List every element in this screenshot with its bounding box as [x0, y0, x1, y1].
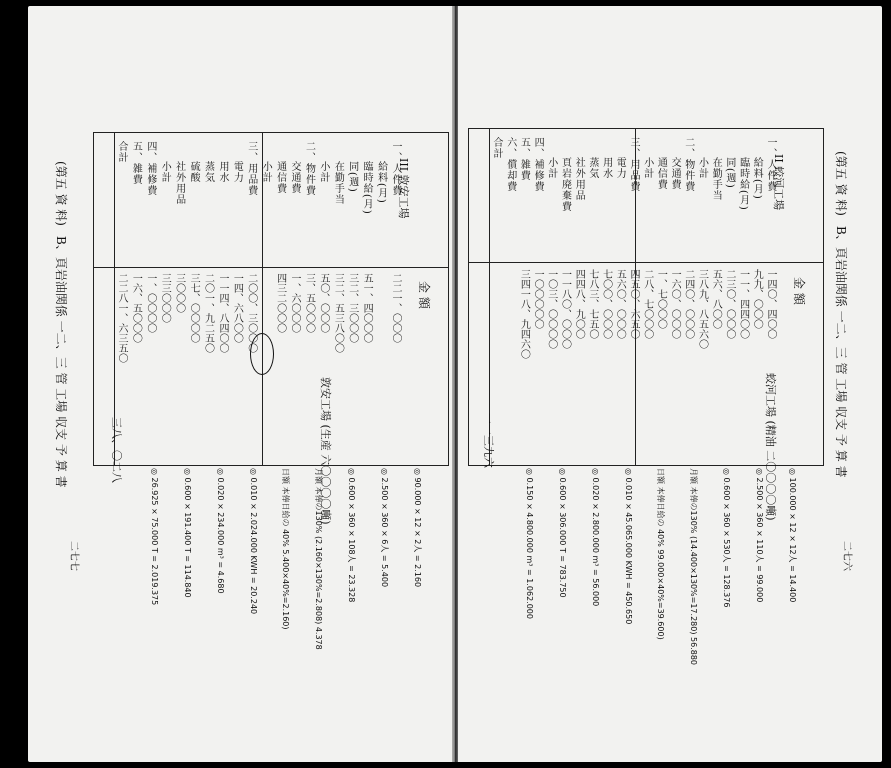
right-note-1: 蛟河工場 (精油 二〇〇〇〇噸) [764, 373, 777, 521]
ledger-item-amount: 四五〇、六五〇 [628, 269, 639, 339]
ledger-item-label: 在勤手当 [710, 157, 722, 201]
left-ledger-table [93, 132, 449, 525]
calculation-line: ◎ 0.600 × 306.000 T = 783.750 [558, 468, 567, 598]
ledger-item-label: 用水 [216, 161, 228, 183]
calculation-line: ◎ 0.020 × 2.800.000 m³ = 56.000 [591, 468, 600, 607]
calculation-line: ◎ 0.600 × 191.400 T = 114.840 [183, 468, 192, 598]
right-header-title: B、頁岩油関係 一二、三 管 工場 収支 予 算 書 [834, 226, 848, 478]
right-page-number: 二七六 [841, 541, 852, 571]
ledger-item-amount: 七八三、七五〇 [586, 269, 598, 339]
left-section-title: III 敦安工場 [397, 158, 410, 219]
ledger-item-label: 頁岩廃棄費 [559, 157, 571, 212]
ledger-item-label: 蒸気 [586, 157, 598, 179]
ledger-item-label: 三、用品費 [245, 141, 257, 196]
ledger-item-amount: 一四、六八〇〇 [231, 273, 243, 343]
ledger-item-amount: 一〇三、〇〇〇〇 [545, 269, 557, 349]
ledger-item-label: 合計 [491, 137, 502, 159]
ledger-item-label: 社外用品 [173, 161, 185, 205]
ledger-item-label: 六、償却費 [504, 137, 516, 192]
calculation-line: 日額 本俸日給の 40% 99.000×40%=39.600) [656, 468, 665, 640]
left-note-2: 三八、〇二八 [110, 417, 123, 483]
ledger-item-label: 二、物件費 [682, 137, 694, 192]
ledger-item-amount: 二二八一、六三五〇 [116, 273, 127, 363]
calculation-line: ◎ 0.150 × 4.800.000 m³ = 1.062.000 [525, 468, 534, 619]
ledger-item-label: 五、雑費 [518, 137, 530, 181]
ledger-item-label: 交通費 [289, 161, 301, 194]
ledger-item-label: 給料(月) [751, 157, 763, 200]
ledger-item-label: 四、補修費 [144, 141, 156, 196]
calculation-line: ◎ 90.000 × 12 × 2人 = 2.160 [413, 468, 422, 588]
ledger-item-amount: 二三〇、〇〇〇 [723, 269, 735, 339]
ledger-item-amount: 三四一八、九四六〇 [518, 269, 530, 359]
calculation-line: ◎ 2.500 × 360 × 6人 = 5.400 [380, 468, 389, 588]
ledger-item-label: 給料(月) [375, 161, 387, 204]
ledger-item-label: 合計 [116, 141, 127, 163]
ledger-item-amount: 三二、五三八〇〇 [332, 273, 344, 353]
ledger-item-label: 五、雑費 [130, 141, 142, 185]
calculation-line: ◎ 2.500 × 360 × 110人 = 99.000 [755, 468, 764, 603]
ledger-item-label: 用水 [600, 157, 612, 179]
left-header-title: B、頁岩油関係 一二、三 管 工場 収支 予 算 書 [54, 236, 68, 488]
ledger-item-label: 硫酸 [188, 161, 200, 183]
ledger-item-label: 四、補修費 [532, 137, 544, 192]
ledger-item-amount: 一六〇、〇〇〇 [669, 269, 681, 339]
ledger-item-amount: 三〇〇〇 [173, 273, 185, 313]
calculation-line: ◎ 26.925 × 75.000 T = 2.019.375 [150, 468, 159, 606]
ledger-item-amount: 一一八〇、〇〇〇 [559, 269, 571, 349]
ledger-item-label: 電力 [231, 161, 243, 183]
ledger-item-label: 在勤手当 [332, 161, 344, 205]
ledger-item-amount: 一、〇〇〇〇 [144, 273, 156, 333]
ledger-item-amount: 三八九、八五六〇 [696, 269, 708, 349]
ledger-item-label: 小計 [696, 157, 708, 179]
ledger-item-amount: 一六、五〇〇〇 [130, 273, 142, 343]
left-header-bracket: (第五 資 料) [54, 161, 68, 226]
right-ledger-table [468, 128, 824, 521]
ledger-item-amount: 一、七〇〇〇 [655, 269, 667, 329]
ledger-item-amount: 四三二〇〇〇 [274, 273, 286, 333]
ledger-item-label: 三、用品費 [628, 137, 639, 192]
ledger-item-amount: 三三〇〇〇 [159, 273, 171, 323]
left-note-1: 敦安工場 (生産 六〇〇〇〇噸) [319, 377, 332, 525]
ledger-item-amount: 一一四、八四〇〇 [216, 273, 228, 353]
left-page-number: 二七七 [68, 541, 79, 571]
calculation-line: ◎ 0.010 × 2.024.000 KWH = 20.240 [249, 468, 258, 615]
ledger-item-label: 小計 [317, 161, 329, 183]
ledger-item-label: 同(週) [723, 157, 735, 189]
ledger-item-amount: 一四〇、四〇〇 [765, 269, 776, 339]
ledger-item-amount: 一〇〇〇〇〇 [532, 269, 544, 329]
calculation-line: ◎ 100.000 × 12 × 12人 = 14.400 [788, 468, 797, 603]
ledger-item-amount: 三七、〇〇〇〇 [188, 273, 200, 343]
ink-blot [250, 333, 274, 375]
ledger-item-amount: 二八、七〇〇〇 [641, 269, 653, 339]
ledger-item-amount: 二〇〇、三〇〇〇 [245, 273, 257, 353]
ledger-item-label: 同(週) [346, 161, 358, 193]
ledger-item-amount: 五六、八〇〇 [710, 269, 722, 329]
ledger-item-amount: 五一、四〇〇〇 [361, 273, 373, 343]
ledger-item-amount: 一一、四四〇〇 [737, 269, 749, 339]
ledger-item-label: 小計 [159, 161, 171, 183]
calculation-line: 月額 本俸の130% (2.160×130%=2.808) 4.378 [314, 468, 323, 650]
ledger-item-label: 通信費 [274, 161, 286, 194]
ledger-item-label: 電力 [614, 157, 626, 179]
ledger-item-label: 通信費 [655, 157, 667, 190]
ledger-item-amount: 三、五〇〇〇 [303, 273, 315, 333]
left-amount-label: 金 額 [417, 281, 431, 309]
calculation-line: 月額 本俸の130% (14.400×130%=17.280) 56.880 [689, 468, 698, 665]
left-page [28, 6, 452, 762]
ledger-item-label: 社外用品 [573, 157, 585, 201]
ledger-item-label: 臨時給(月) [737, 157, 749, 211]
ledger-item-label: 小計 [260, 161, 272, 183]
ledger-item-label: 小計 [641, 157, 653, 179]
ledger-item-label: 臨時給(月) [361, 161, 373, 215]
calculation-line: 日額 本俸日給の 40% 5.400×40%=2.160) [281, 468, 290, 630]
ledger-item-amount: 二〇一、九二五〇 [202, 273, 214, 353]
ledger-item-label: 一、人件費 [390, 141, 401, 196]
ledger-item-amount: 四四八、九〇〇 [573, 269, 585, 339]
right-header-bracket: (第五 資 料) [834, 151, 848, 216]
ledger-item-amount: 七〇〇、〇〇〇 [600, 269, 612, 339]
ledger-item-label: 二、物件費 [303, 141, 315, 196]
right-page [458, 6, 882, 762]
ledger-item-amount: 三二、三〇〇〇 [346, 273, 358, 343]
calculation-line: ◎ 0.600 × 360 × 108人 = 23.328 [347, 468, 356, 603]
ledger-item-label: 小計 [545, 157, 557, 179]
right-section-title: II 蛟河工場 [772, 154, 785, 211]
ledger-item-amount: 九九、〇〇〇 [751, 269, 763, 329]
ledger-item-label: 一、人件費 [765, 137, 776, 192]
calculation-line: ◎ 0.020 × 234.000 m³ = 4.680 [216, 468, 225, 594]
ledger-item-amount: 一、六〇〇〇 [289, 273, 301, 333]
right-note-2: 一一三九六 [482, 413, 495, 468]
ledger-item-label: 蒸気 [202, 161, 214, 183]
calculation-line: ◎ 0.600 × 360 × 530人 = 128.376 [722, 468, 731, 608]
calculation-line: ◎ 0.010 × 45.065.000 KWH = 450.650 [624, 468, 633, 625]
right-amount-label: 金 額 [792, 277, 806, 305]
ledger-item-amount: 五〇、〇〇〇 [317, 273, 329, 333]
ledger-item-amount: 二二一、〇〇〇 [390, 273, 401, 343]
ledger-item-label: 交通費 [669, 157, 681, 190]
ledger-item-amount: 五六〇、〇〇〇 [614, 269, 626, 339]
ledger-item-amount: 二四〇、〇〇〇 [682, 269, 694, 339]
